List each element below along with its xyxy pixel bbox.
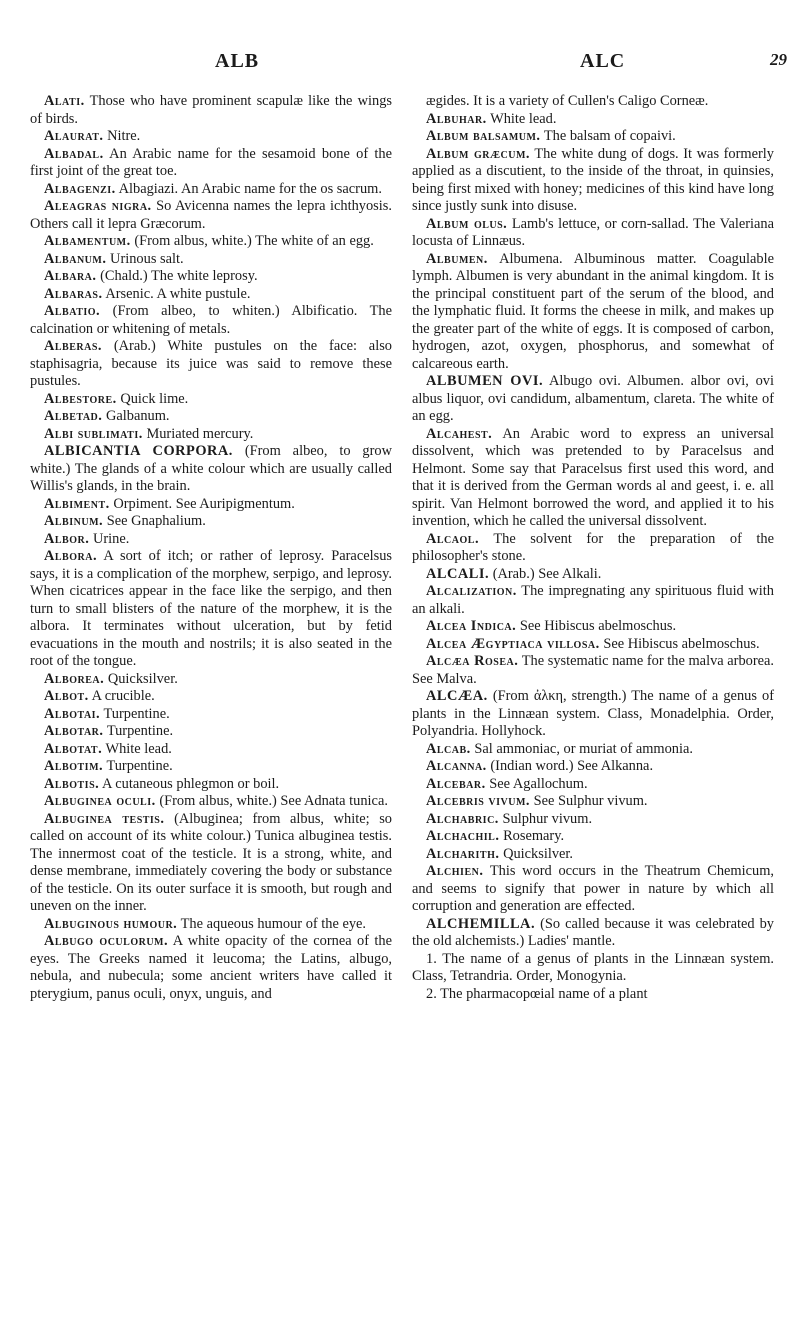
dictionary-entry	[412, 618, 774, 636]
entry-headword: Albestore.	[44, 390, 117, 407]
dictionary-entry	[30, 128, 392, 146]
dictionary-entry	[30, 548, 392, 671]
entry-definition: (So called because it was celebrated by the old alchemists.) Ladies' mantle.	[412, 915, 774, 949]
left-column	[30, 93, 392, 1003]
dictionary-entry	[30, 93, 392, 128]
dictionary-entry	[412, 811, 774, 829]
entry-headword: Album balsamum.	[426, 128, 541, 144]
dictionary-entry	[30, 706, 392, 724]
entry-definition: See Gnaphalium.	[106, 513, 206, 529]
dictionary-entry	[30, 251, 392, 269]
entry-headword: Alchien.	[426, 863, 484, 879]
running-header	[0, 50, 800, 80]
dictionary-entry	[30, 391, 392, 409]
entry-headword: Alchachil.	[426, 828, 500, 844]
dictionary-entry	[30, 496, 392, 514]
dictionary-entry	[30, 776, 392, 794]
entry-definition: (Arab.) White pustules on the face: also staphisagria, because its juice was said to remove these pustules.	[30, 338, 392, 389]
entry-headword: Alcalization.	[426, 583, 517, 599]
entry-definition: The impregnating any spirituous fluid with an alkali.	[412, 583, 774, 617]
dictionary-entry	[30, 426, 392, 444]
dictionary-entry	[30, 723, 392, 741]
entry-definition: 2. The pharmacopœial name of a plant	[426, 985, 648, 1002]
entry-headword: Albiment.	[44, 495, 110, 512]
entry-headword: Alcab.	[426, 740, 471, 757]
entry-headword: Alati.	[44, 93, 85, 109]
dictionary-entry	[412, 741, 774, 759]
dictionary-entry	[412, 688, 774, 741]
entry-headword: Albuginous humour.	[44, 915, 178, 932]
entry-headword: Albamentum.	[44, 233, 131, 249]
dictionary-entry	[412, 128, 774, 146]
dictionary-entry	[412, 636, 774, 654]
entry-definition: Albugo ovi. Albumen. albor ovi, ovi albus liquor, ovi candidum, albamentum, clareta. The white of an egg.	[412, 373, 775, 424]
entry-headword: Albuginea oculi.	[44, 793, 156, 809]
entry-definition: See Agallochum.	[489, 775, 588, 792]
dictionary-entry	[412, 531, 774, 566]
entry-definition: Quicksilver.	[503, 845, 574, 862]
dictionary-entry	[30, 741, 392, 759]
entry-definition: Quick lime.	[120, 390, 189, 407]
entry-definition: An Arabic name for the sesamoid bone of the first joint of the great toe.	[30, 145, 392, 179]
entry-definition: (Albuginea; from albus, white; so called on account of its white colour.) Tunica albuginea testis. The innermost coat of the testicle. It is a strong, white, and dense membrane, immediately covering the body or substance of the testicle. On its outer surface it is smooth, but rough and uneven on the inner.	[30, 810, 392, 914]
dictionary-entry	[412, 111, 774, 129]
entry-headword: Albora.	[44, 548, 98, 564]
entry-definition: Sulphur vivum.	[502, 810, 593, 827]
dictionary-entry	[30, 933, 392, 1003]
dictionary-entry	[30, 303, 392, 338]
entry-definition: The balsam of copaivi.	[543, 128, 676, 144]
dictionary-entry	[412, 426, 774, 531]
entry-definition: (From albus, white.) The white of an egg.	[134, 233, 374, 249]
entry-definition: Muriated mercury.	[146, 425, 254, 442]
dictionary-entry	[30, 513, 392, 531]
entry-definition: White lead.	[490, 110, 557, 127]
dictionary-entry	[30, 916, 392, 934]
entry-headword: Alcanna.	[426, 758, 487, 774]
entry-definition: Sal ammoniac, or muriat of ammonia.	[474, 740, 693, 757]
entry-definition: Lamb's lettuce, or corn-sallad. The Valeriana locusta of Linnæus.	[412, 215, 774, 249]
dictionary-entry	[412, 146, 774, 216]
entry-definition: A sort of itch; or rather of leprosy. Paracelsus says, it is a complication of the morphew, serpigo, and leprosy. When cicatrices appear in the face like the serpigo, and then turn to small blisters of the nature of the morphew, it is the albora. It terminates without ulceration, but by fetid evacuations in the mouth and nostrils; it is also seated in the root of the tongue.	[30, 548, 392, 669]
entry-definition: ægides. It is a variety of Cullen's Caligo Corneæ.	[426, 93, 709, 109]
dictionary-entry	[412, 373, 774, 426]
entry-definition: Galbanum.	[105, 408, 170, 424]
dictionary-entry	[30, 531, 392, 549]
entry-definition: (From albeo, to whiten.) Albificatio. The calcination or whitening of metals.	[30, 303, 392, 337]
dictionary-entry	[30, 671, 392, 689]
entry-headword: Alaurat.	[44, 128, 104, 144]
dictionary-entry	[30, 443, 392, 496]
entry-definition: See Hibiscus abelmoschus.	[603, 635, 760, 652]
entry-definition: (From albus, white.) See Adnata tunica.	[159, 793, 388, 809]
right-column	[412, 93, 774, 1003]
entry-headword: Albor.	[44, 530, 90, 547]
entry-headword: ALCALI.	[426, 565, 490, 582]
entry-definition: The solvent for the preparation of the philosopher's stone.	[412, 530, 775, 564]
entry-headword: Albetad.	[44, 408, 103, 424]
dictionary-entry	[412, 793, 774, 811]
entry-headword: Alcea Ægyptiaca villosa.	[426, 635, 600, 652]
dictionary-entry	[30, 146, 392, 181]
dictionary-entry	[30, 181, 392, 199]
dictionary-entry	[30, 268, 392, 286]
entry-headword: Albotai.	[44, 705, 101, 722]
dictionary-entry	[412, 986, 774, 1004]
entry-headword: Albanum.	[44, 250, 107, 267]
entry-definition: So Avicenna names the lepra ichthyosis. Others call it lepra Græcorum.	[30, 198, 392, 232]
entry-headword: ALBUMEN OVI.	[426, 373, 544, 389]
entry-headword: Alberas.	[44, 338, 103, 354]
entry-headword: Alcharith.	[426, 845, 500, 862]
dictionary-entry	[412, 758, 774, 776]
entry-definition: This word occurs in the Theatrum Chemicum, and seems to signify that power in nature by which all corruption and generation are effected.	[412, 863, 774, 914]
dictionary-entry	[412, 653, 774, 688]
dictionary-entry	[30, 198, 392, 233]
entry-definition: Quicksilver.	[107, 670, 178, 687]
dictionary-entry	[412, 776, 774, 794]
header-right-guide-word: ALC	[580, 50, 626, 72]
dictionary-entry	[30, 688, 392, 706]
entry-headword: Albi sublimati.	[44, 425, 143, 442]
entry-headword: ALCHEMILLA.	[426, 915, 536, 932]
dictionary-entry	[30, 811, 392, 916]
entry-headword: Albara.	[44, 268, 97, 284]
entry-headword: Albotar.	[44, 723, 104, 739]
entry-headword: Albotim.	[44, 758, 104, 774]
entry-headword: Alchabric.	[426, 810, 499, 827]
entry-headword: Alcahest.	[426, 425, 493, 442]
entry-headword: Albotis.	[44, 775, 100, 792]
entry-headword: Albuginea testis.	[44, 810, 165, 827]
entry-headword: Alcæa Rosea.	[426, 653, 519, 669]
entry-definition: Albumena. Albuminous matter. Coagulable lymph. Albumen is very abundant in the animal kingdom. It is the principal constituent part of the serum of the blood, and the lymphatic fluid. It forms the cheese in milk, and makes up the greater part of the white of eggs. It is composed of carbon, hydrogen, azot, oxygen, phosphorus, and somewhat of calcareous earth.	[412, 250, 774, 372]
entry-definition: (From albeo, to grow white.) The glands of a white colour which are usually called Willis's glands, in the brain.	[30, 443, 392, 494]
entry-headword: ALBICANTIA CORPORA.	[44, 443, 233, 459]
dictionary-entry	[412, 93, 774, 111]
entry-headword: Album græcum.	[426, 145, 530, 162]
dictionary-entry	[412, 216, 774, 251]
entry-definition: Turpentine.	[106, 723, 174, 739]
entry-definition: The white dung of dogs. It was formerly applied as a discutient, to the inside of the throat, in quinsies, being first mixed with honey; medicines of this kind have long since justly sunk into disuse.	[412, 145, 774, 214]
entry-definition: (Chald.) The white leprosy.	[100, 268, 258, 284]
entry-definition: An Arabic word to express an universal dissolvent, which was pretended to by Paracelsus and Helmont. Some say that Paracelsus first used this word, and that it is derived from the German words al and geest, i. e. all spirit. Van Helmont borrowed the word, and applied it to his invention, which he called the universal dissolvent.	[412, 425, 774, 529]
dictionary-entry	[30, 758, 392, 776]
entry-definition: The aqueous humour of the eye.	[180, 915, 367, 932]
entry-headword: Alcebar.	[426, 775, 486, 792]
entry-headword: Albinum.	[44, 513, 104, 529]
dictionary-entry	[30, 338, 392, 391]
entry-headword: Albumen.	[426, 250, 488, 267]
entry-headword: Albaras.	[44, 285, 103, 302]
entry-definition: (Indian word.) See Alkanna.	[490, 758, 654, 774]
dictionary-entry	[412, 846, 774, 864]
entry-headword: Albuhar.	[426, 110, 487, 127]
dictionary-entry	[30, 286, 392, 304]
dictionary-entry	[30, 408, 392, 426]
entry-headword: Albot.	[44, 688, 89, 704]
entry-definition: White lead.	[105, 740, 172, 757]
entry-definition: Rosemary.	[503, 828, 565, 844]
entry-definition: (Arab.) See Alkali.	[492, 565, 602, 582]
entry-definition: Urine.	[92, 530, 130, 547]
dictionary-entry	[412, 863, 774, 916]
entry-definition: A crucible.	[91, 688, 155, 704]
dictionary-entry	[412, 828, 774, 846]
dictionary-entry	[412, 583, 774, 618]
entry-headword: Alcaol.	[426, 530, 480, 547]
entry-definition: 1. The name of a genus of plants in the Linnæan system. Class, Tetrandria. Order, Monogynia.	[412, 950, 774, 984]
entry-definition: A cutaneous phlegmon or boil.	[102, 775, 280, 792]
page-number: 29	[770, 50, 787, 69]
entry-definition: Urinous salt.	[110, 250, 184, 267]
entry-headword: Aleagras nigra.	[44, 198, 152, 214]
entry-definition: Albagiazi. An Arabic name for the os sacrum.	[118, 180, 382, 197]
entry-definition: (From ἀλκη, strength.) The name of a genus of plants in the Linnæan system. Class, Monadelphia. Order, Polyandria. Hollyhock.	[412, 688, 774, 739]
entry-headword: ALCÆA.	[426, 688, 488, 704]
entry-definition: See Hibiscus abelmoschus.	[519, 618, 677, 634]
entry-headword: Albugo oculorum.	[44, 933, 169, 949]
entry-headword: Albotat.	[44, 740, 103, 757]
entry-headword: Albagenzi.	[44, 180, 116, 197]
dictionary-entry	[30, 233, 392, 251]
entry-definition: The systematic name for the malva arborea. See Malva.	[412, 653, 775, 687]
header-left-guide-word: ALB	[215, 50, 260, 72]
entry-definition: Turpentine.	[106, 758, 173, 774]
dictionary-entry	[412, 251, 774, 374]
entry-definition: Turpentine.	[103, 705, 170, 722]
entry-definition: Orpiment. See Auripigmentum.	[113, 495, 295, 512]
dictionary-entry	[412, 916, 774, 951]
dictionary-entry	[412, 566, 774, 584]
dictionary-entry	[412, 951, 774, 986]
entry-definition: Nitre.	[107, 128, 141, 144]
entry-definition: See Sulphur vivum.	[533, 793, 648, 809]
entry-definition: Those who have prominent scapulæ like the wings of birds.	[30, 93, 392, 127]
entry-headword: Albadal.	[44, 145, 104, 162]
entry-headword: Alcea Indica.	[426, 618, 517, 634]
entry-definition: A white opacity of the cornea of the eyes. The Greeks named it leucoma; the Latins, albugo, nebula, and nubecula; some ancient writers have called it pterygium, panus oculi, onyx, unguis, and	[30, 933, 392, 1002]
dictionary-entry	[30, 793, 392, 811]
entry-headword: Alcebris vivum.	[426, 793, 530, 809]
entry-headword: Alborea.	[44, 670, 105, 687]
entry-headword: Albatio.	[44, 303, 101, 319]
entry-headword: Album olus.	[426, 215, 508, 232]
entry-definition: Arsenic. A white pustule.	[105, 285, 251, 302]
